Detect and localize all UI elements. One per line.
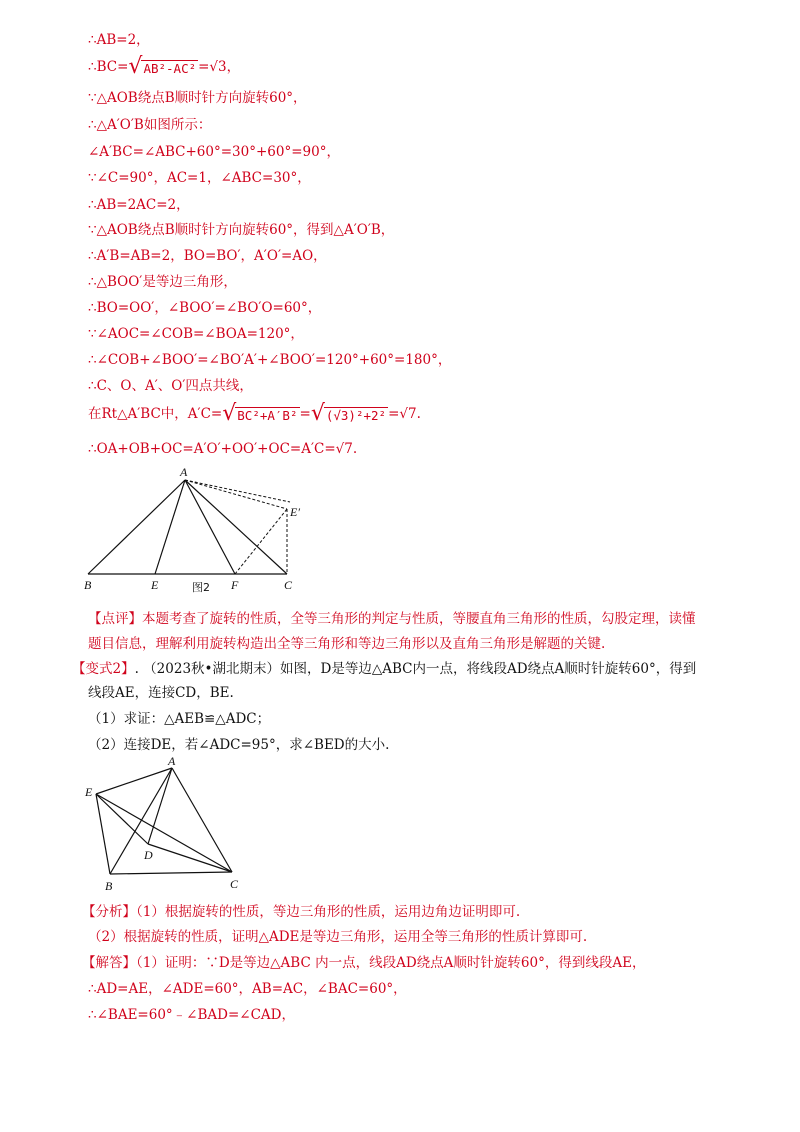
fig3-label-c: C	[230, 877, 239, 891]
answer-tag: 【解答】	[82, 955, 136, 971]
analysis-line-2: （2）根据旋转的性质，证明△ADE是等边三角形，运用全等三角形的性质计算即可.	[88, 929, 588, 945]
variant2-q1: （1）求证：△AEB≌△ADC；	[88, 711, 271, 727]
bc-result: =√3，	[198, 59, 241, 75]
fig3-label-e: E	[85, 785, 93, 799]
variant2-header-text: . （2023秋•湖北期末）如图，D是等边△ABC内一点，将线段AD绕点A顺时针旋转60°，得到	[134, 661, 697, 677]
ac-prefix: 在Rt△A′BC中，A′C=	[88, 406, 223, 422]
solution-line-13: ∴∠COB+∠BOO′=∠BO′A′+∠BOO′=120°+60°=180°，	[88, 352, 452, 368]
variant2-q2: （2）连接DE，若∠ADC=95°，求∠BED的大小.	[88, 737, 390, 753]
fig2-label-b: B	[84, 578, 92, 592]
variant2-tag: 【变式2】	[72, 661, 135, 677]
solution-line-6: ∵∠C=90°，AC=1，∠ABC=30°，	[88, 170, 311, 186]
fig2-caption: 图2	[192, 581, 210, 594]
solution-line-9: ∴A′B=AB=2，BO=BO′，A′O′=AO，	[88, 248, 327, 264]
ac-radicand-1: BC²+A′B²	[237, 408, 298, 423]
figure-2-diagram	[80, 462, 320, 602]
analysis-tag: 【分析】	[82, 904, 136, 920]
fig2-label-c: C	[284, 578, 293, 592]
comment-line-1	[88, 610, 696, 628]
solution-line-12: ∵∠AOC=∠COB=∠BOA=120°，	[88, 326, 304, 342]
solution-line-10: ∴△BOO′是等边三角形，	[88, 274, 237, 290]
solution-line-11: ∴BO=OO′，∠BOO′=∠BO′O=60°，	[88, 300, 322, 316]
solution-line-2	[88, 54, 241, 79]
variant2-header-2: 线段AE，连接CD，BE.	[88, 685, 234, 701]
comment-text-1: 本题考查了旋转的性质，全等三角形的判定与性质，等腰直角三角形的性质，勾股定理，读懂	[142, 611, 696, 627]
fig3-label-d: D	[144, 848, 153, 862]
fig2-label-f: F	[231, 578, 239, 592]
ac-radical-1: √ BC²+A′B²	[222, 401, 298, 426]
solution-line-4: ∴△A′O′B如图所示：	[88, 117, 212, 133]
solution-line-3: ∵△AOB绕点B顺时针方向旋转60°，	[88, 90, 307, 106]
solution-line-15: 在Rt△A′BC中，A′C= √ BC²+A′B² = √ (√3)²+2² =√7.	[88, 401, 421, 426]
final-prefix: ∴OA+OB+OC=A′O′+OO′+OC=A′C=	[88, 441, 336, 457]
solution-line-1: ∴AB=2，	[88, 32, 150, 48]
bc-prefix: ∴BC=	[88, 59, 129, 75]
variant2-header-1	[72, 660, 696, 678]
solution-line-7: ∴AB=2AC=2，	[88, 197, 190, 213]
bc-radicand: AB²-AC²	[143, 61, 197, 76]
fig2-label-e: E	[151, 578, 159, 592]
fig3-label-a: A	[168, 754, 176, 768]
answer-line-2: ∴AD=AE，∠ADE=60°，AB=AC，∠BAC=60°，	[88, 981, 407, 997]
analysis-line-1	[82, 903, 520, 921]
solution-line-8: ∵△AOB绕点B顺时针方向旋转60°，得到△A′O′B，	[88, 222, 395, 238]
figure-3-diagram	[80, 752, 260, 897]
solution-line-14: ∴C、O、A′、O′四点共线，	[88, 378, 253, 394]
ac-radical-2: √ (√3)²+2²	[310, 401, 387, 426]
answer-line-1	[82, 954, 645, 972]
fig2-label-a: A	[180, 465, 188, 479]
bc-radical: √ AB²-AC²	[128, 54, 197, 79]
comment-tag: 【点评】	[88, 611, 142, 627]
answer-line-3: ∴∠BAE=60°﹣∠BAD=∠CAD，	[88, 1007, 295, 1023]
comment-line-2: 题目信息，理解利用旋转构造出全等三角形和等边三角形以及直角三角形是解题的关键.	[88, 636, 606, 652]
final-result: √7.	[335, 441, 358, 457]
ac-radicand-2: (√3)²+2²	[325, 408, 387, 423]
analysis-text-1: （1）根据旋转的性质，等边三角形的性质，运用边角边证明即可.	[136, 904, 521, 920]
solution-line-5: ∠A′BC=∠ABC+60°=30°+60°=90°，	[88, 144, 340, 160]
answer-text-1: （1）证明：∵D是等边△ABC 内一点，线段AD绕点A顺时针旋转60°，得到线段AE，	[136, 955, 646, 971]
ac-result: =√7.	[388, 406, 421, 422]
fig3-label-b: B	[105, 879, 113, 893]
solution-line-16	[88, 440, 357, 458]
fig2-label-eprime: E′	[290, 505, 300, 519]
